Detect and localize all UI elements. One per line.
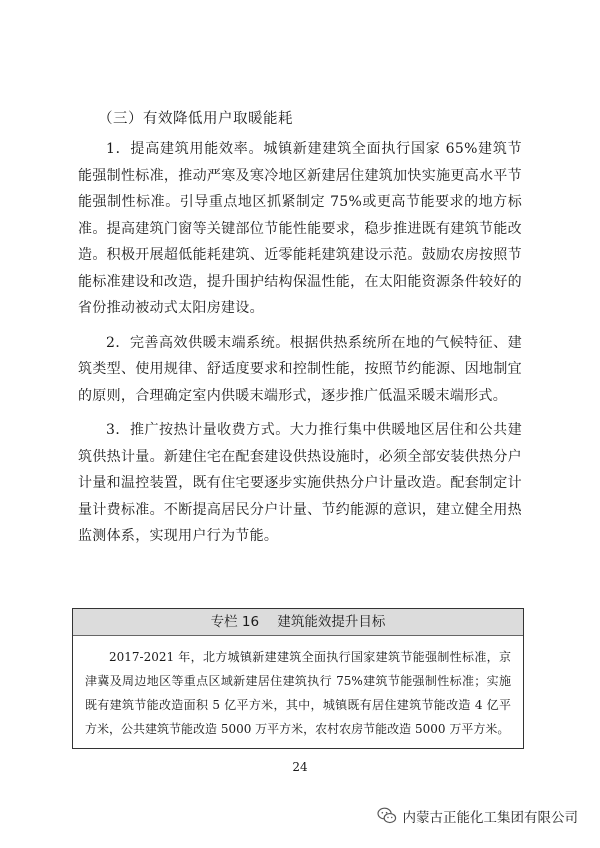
- paragraph-1-text: 城镇新建建筑全面执行国家 65%建筑节能强制性标准，推动严寒及寒冷地区新建居住建筑加快实施更高水平节能强制性标准。引导重点地区抓紧制定 75%或更高节能要求的地方标准。提高建筑门窗等关键部位节能性能要求，稳步推进既有建筑节能改造。积极开展超低能耗建筑、近零能耗建筑建设示范。鼓励农房按照节能标准建设和改造，提升围护结构保温性能，在太阳能资源条件较好的省份推动被动式太阳房建设。: [78, 141, 522, 316]
- paragraph-2: [78, 330, 522, 410]
- box-label: 专栏 16: [210, 614, 260, 630]
- paragraph-1: [78, 136, 522, 322]
- paragraph-3-lead: 3．推广按热计量收费方式。: [106, 422, 290, 438]
- box-title: 建筑能效提升目标: [277, 614, 386, 630]
- section-heading: （三）有效降低用户取暖能耗: [98, 111, 293, 127]
- watermark-text: 内蒙古正能化工集团有限公司: [402, 810, 578, 826]
- paragraph-3: [78, 417, 522, 550]
- box-body: 2017-2021 年，北方城镇新建建筑全面执行国家建筑节能强制性标准，京津冀及周边地区等重点区域新建居住建筑执行 75%建筑节能强制性标准；实施既有建筑节能改造面积 5 亿平方米，其中，城镇既有居住建筑节能改造 4 亿平方米，公共建筑节能改造 5000 万平方米，农村农房节能改造 5000 万平方米。: [85, 650, 511, 736]
- wechat-icon: [377, 807, 397, 825]
- paragraph-1-lead: 1．提高建筑用能效率。: [106, 141, 264, 157]
- page-content: [78, 108, 522, 558]
- sidebar-box: [72, 608, 524, 749]
- paragraph-2-text: 根据供热系统所在地的气候特征、建筑类型、使用规律、舒适度要求和控制性能，按照节约能源、因地制宜的原则，合理确定室内供暖末端形式，逐步推广低温采暖末端形式。: [78, 334, 522, 404]
- paragraph-3-text: 大力推行集中供暖地区居住和公共建筑供热计量。新建住宅在配套建设供热设施时，必须全部安装供热分户计量和温控装置，既有住宅要逐步实施供热分户计量改造。配套制定计量计费标准。不断提高居民分户计量、节约能源的意识，建立健全用热监测体系，实现用户行为节能。: [78, 422, 522, 544]
- watermark: [377, 806, 579, 826]
- page-number: 24: [292, 760, 308, 774]
- paragraph-2-lead: 2．完善高效供暖末端系统。: [106, 334, 290, 351]
- box-header: [73, 609, 523, 636]
